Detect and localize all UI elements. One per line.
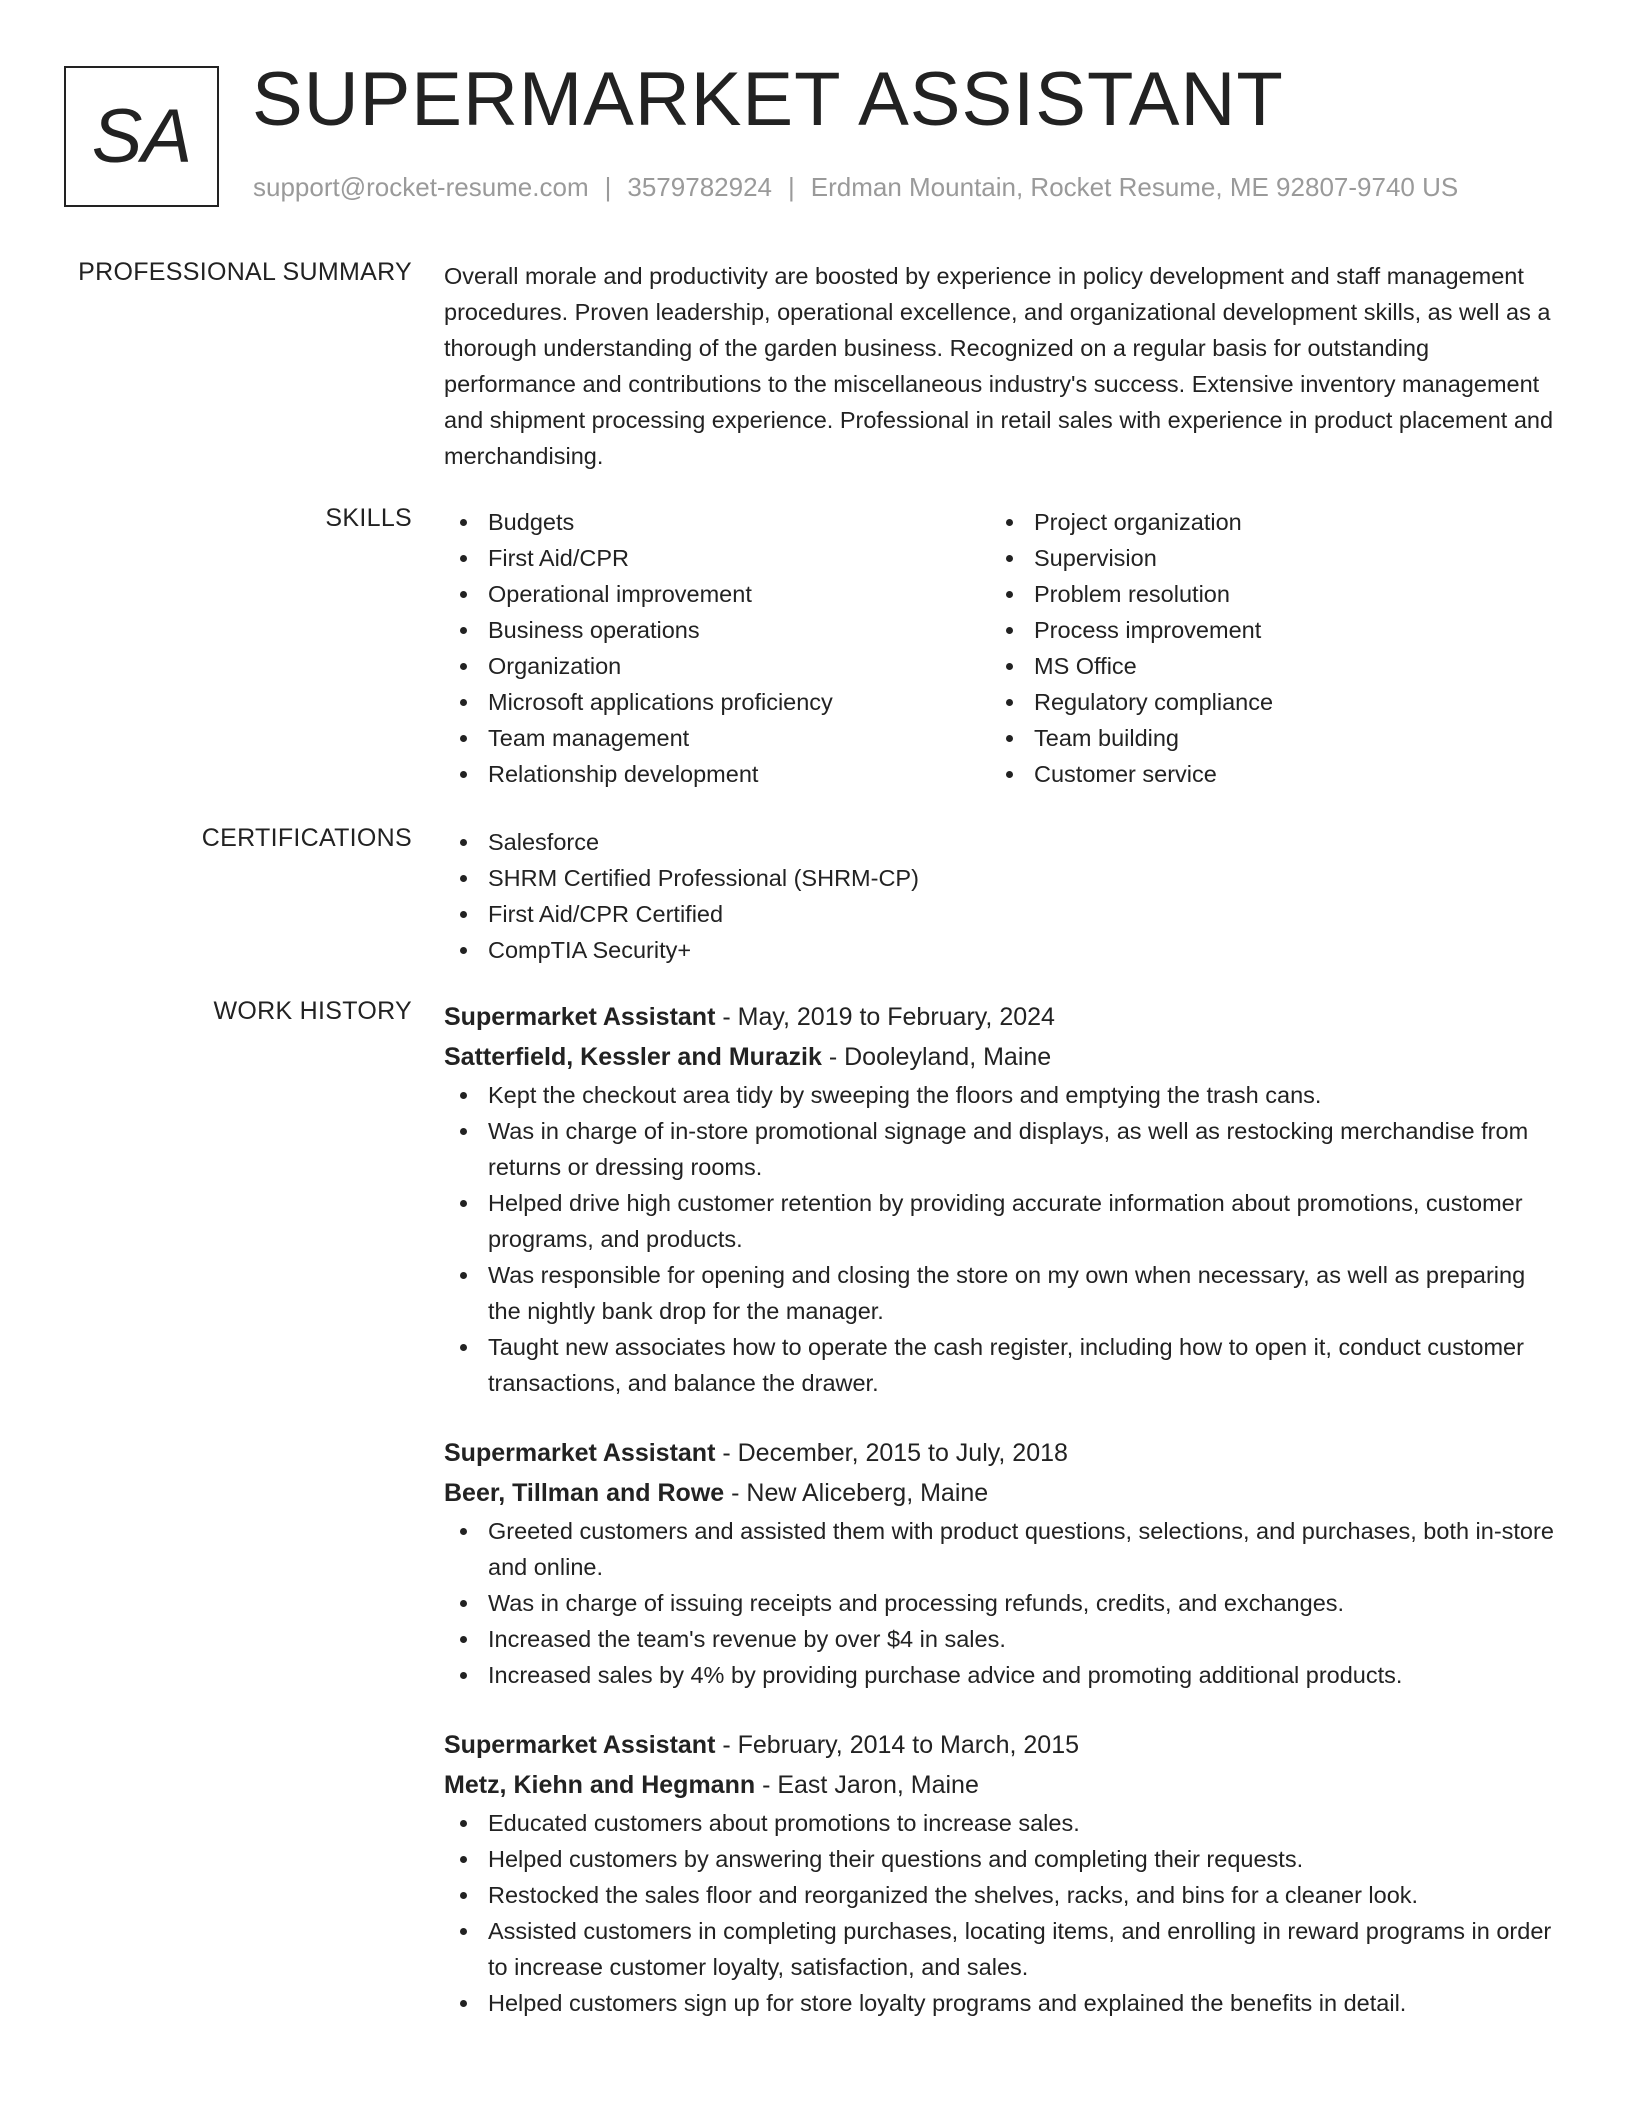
job-dates: - February, 2014 to March, 2015	[715, 1731, 1080, 1759]
section-label-work-history: WORK HISTORY	[213, 997, 412, 1025]
section-label-certifications: CERTIFICATIONS	[201, 824, 412, 852]
certification-item: SHRM Certified Professional (SHRM-CP)	[444, 860, 1556, 896]
skill-item: Organization	[444, 648, 990, 684]
contact-separator: |	[604, 172, 612, 202]
section-label-summary: PROFESSIONAL SUMMARY	[78, 258, 412, 286]
job-dates: - May, 2019 to February, 2024	[715, 1003, 1055, 1031]
certifications-list	[444, 824, 1556, 968]
skill-item: Supervision	[990, 540, 1536, 576]
summary-body	[444, 258, 1556, 474]
job-bullet: Was in charge of in-store promotional signage and displays, as well as restocking merchandise from returns or dressing rooms.	[444, 1113, 1556, 1185]
job-location: - New Aliceberg, Maine	[724, 1479, 989, 1507]
job-bullet: Restocked the sales floor and reorganized the shelves, racks, and bins for a cleaner look.	[444, 1877, 1556, 1913]
certification-item: CompTIA Security+	[444, 932, 1556, 968]
job-bullet-list	[444, 1513, 1556, 1693]
job-entry	[444, 997, 1556, 1401]
job-company-line	[444, 1765, 1556, 1805]
job-title-line	[444, 1433, 1556, 1473]
job-bullet: Helped customers by answering their questions and completing their requests.	[444, 1841, 1556, 1877]
skill-item: Regulatory compliance	[990, 684, 1536, 720]
contact-phone: 3579782924	[627, 172, 772, 202]
job-title-line	[444, 1725, 1556, 1765]
contact-email: support@rocket-resume.com	[253, 172, 589, 202]
job-entry	[444, 1433, 1556, 1693]
skill-item: Customer service	[990, 756, 1536, 792]
skill-item: MS Office	[990, 648, 1536, 684]
work-history-body	[444, 997, 1556, 2053]
job-bullet-list	[444, 1077, 1556, 1401]
job-bullet: Assisted customers in completing purchases, locating items, and enrolling in reward programs in order to increase customer loyalty, satisfaction, and sales.	[444, 1913, 1556, 1985]
job-bullet: Greeted customers and assisted them with product questions, selections, and purchases, both in-store and online.	[444, 1513, 1556, 1585]
certification-item: First Aid/CPR Certified	[444, 896, 1556, 932]
summary-text: Overall morale and productivity are boosted by experience in policy development and staff management procedures. Proven leadership, operational excellence, and organizational development skills, as well as a thorough understanding of the garden business. Recognized on a regular basis for outstanding performance and contributions to the miscellaneous industry's success. Extensive inventory management and shipment processing experience. Professional in retail sales with experience in product placement and merchandising.	[444, 263, 1554, 469]
skill-item: Relationship development	[444, 756, 990, 792]
skills-body	[444, 504, 1556, 792]
certifications-body	[444, 824, 1556, 968]
skill-item: Budgets	[444, 504, 990, 540]
skill-item: Microsoft applications proficiency	[444, 684, 990, 720]
skill-item: First Aid/CPR	[444, 540, 990, 576]
contact-separator: |	[788, 172, 795, 202]
job-bullet: Kept the checkout area tidy by sweeping the floors and emptying the trash cans.	[444, 1077, 1556, 1113]
job-title: Supermarket Assistant	[444, 1439, 716, 1467]
job-bullet: Taught new associates how to operate the cash register, including how to open it, conduct customer transactions, and balance the drawer.	[444, 1329, 1556, 1401]
job-bullet: Educated customers about promotions to increase sales.	[444, 1805, 1556, 1841]
skill-item: Business operations	[444, 612, 990, 648]
contact-line	[253, 172, 1458, 203]
job-bullet-list	[444, 1805, 1556, 2021]
job-title-line	[444, 997, 1556, 1037]
job-bullet: Was in charge of issuing receipts and processing refunds, credits, and exchanges.	[444, 1585, 1556, 1621]
skill-item: Project organization	[990, 504, 1536, 540]
section-label-skills: SKILLS	[325, 504, 412, 532]
job-company-line	[444, 1037, 1556, 1077]
certification-item: Salesforce	[444, 824, 1556, 860]
job-bullet: Increased the team's revenue by over $4 in sales.	[444, 1621, 1556, 1657]
job-company: Beer, Tillman and Rowe	[444, 1479, 725, 1507]
monogram-box	[64, 66, 219, 207]
contact-address: Erdman Mountain, Rocket Resume, ME 92807-9740 US	[810, 172, 1459, 202]
skill-item: Operational improvement	[444, 576, 990, 612]
job-bullet: Helped customers sign up for store loyalty programs and explained the benefits in detail.	[444, 1985, 1556, 2021]
job-company: Satterfield, Kessler and Murazik	[444, 1043, 822, 1071]
skill-item: Team building	[990, 720, 1536, 756]
job-company-line	[444, 1473, 1556, 1513]
job-title: Supermarket Assistant	[444, 1003, 716, 1031]
job-bullet: Increased sales by 4% by providing purchase advice and promoting additional products.	[444, 1657, 1556, 1693]
skill-item: Team management	[444, 720, 990, 756]
job-company: Metz, Kiehn and Hegmann	[444, 1771, 756, 1799]
job-dates: - December, 2015 to July, 2018	[715, 1439, 1068, 1467]
skills-list-right	[990, 504, 1536, 792]
job-location: - East Jaron, Maine	[755, 1771, 979, 1799]
skill-item: Problem resolution	[990, 576, 1536, 612]
job-title: Supermarket Assistant	[444, 1731, 716, 1759]
skills-list-left	[444, 504, 990, 792]
job-bullet: Helped drive high customer retention by providing accurate information about promotions, customer programs, and products.	[444, 1185, 1556, 1257]
resume-name: SUPERMARKET ASSISTANT	[252, 57, 1284, 142]
job-bullet: Was responsible for opening and closing the store on my own when necessary, as well as preparing the nightly bank drop for the manager.	[444, 1257, 1556, 1329]
job-location: - Dooleyland, Maine	[821, 1043, 1052, 1071]
skill-item: Process improvement	[990, 612, 1536, 648]
job-entry	[444, 1725, 1556, 2021]
monogram-initials: SA	[91, 93, 192, 179]
